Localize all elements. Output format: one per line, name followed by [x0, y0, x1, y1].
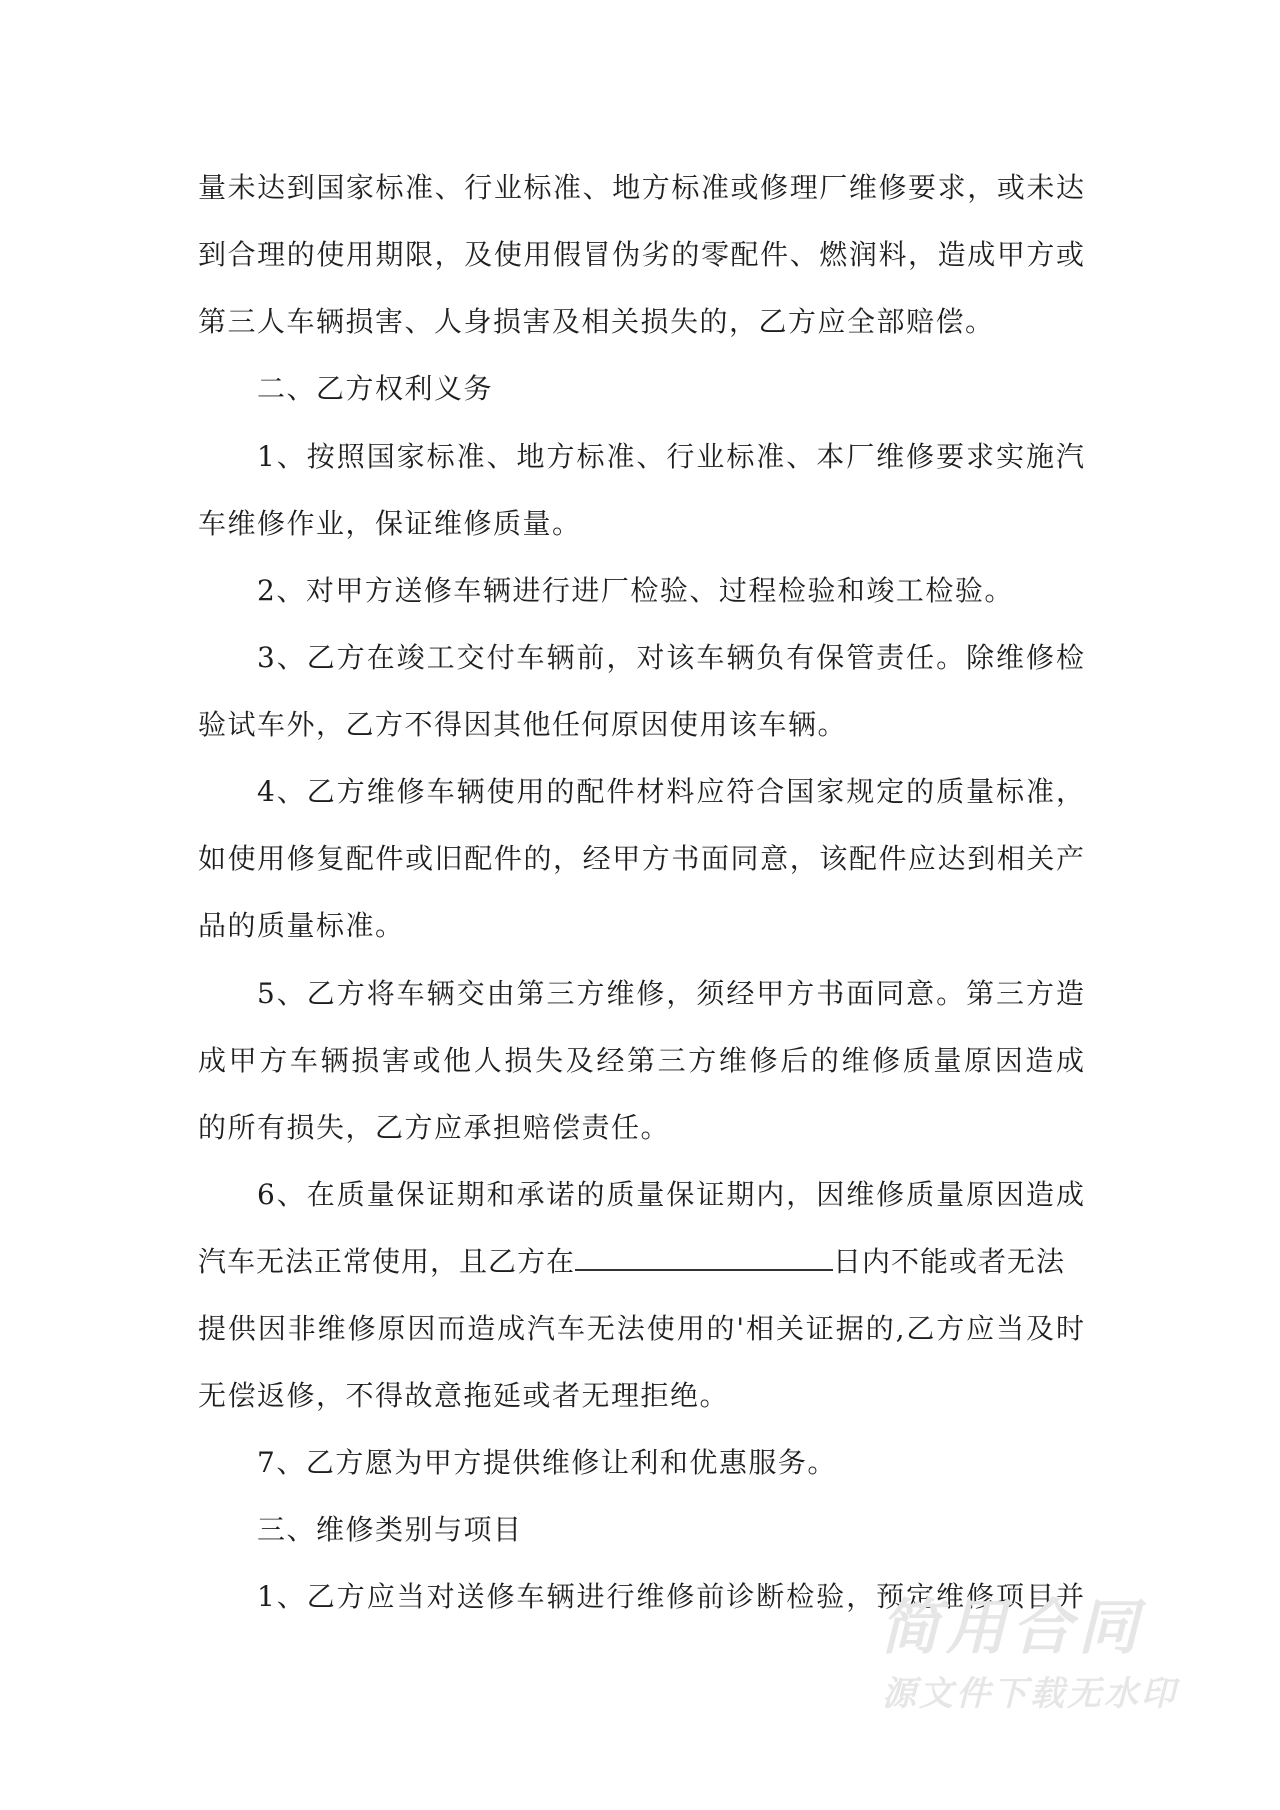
- paragraph-line: 品的质量标准。: [198, 909, 405, 942]
- section-heading-2: 二、乙方权利义务: [257, 372, 494, 405]
- paragraph-line: 的所有损失，乙方应承担赔偿责任。: [198, 1111, 671, 1144]
- paragraph-line: 提供因非维修原因而造成汽车无法使用的'相关证据的,乙方应当及时: [198, 1312, 1084, 1345]
- fill-in-blank-days[interactable]: [575, 1247, 833, 1271]
- clause-3-1: 1、乙方应当对送修车辆进行维修前诊断检验，预定维修项目并: [257, 1580, 1084, 1613]
- paragraph-line: 量未达到国家标准、行业标准、地方标准或修理厂维修要求，或未达: [198, 171, 1084, 204]
- paragraph-line: 第三人车辆损害、人身损害及相关损失的，乙方应全部赔偿。: [198, 305, 995, 338]
- paragraph-line: 到合理的使用期限，及使用假冒伪劣的零配件、燃润料，造成甲方或: [198, 238, 1084, 271]
- clause-4: 4、乙方维修车辆使用的配件材料应符合国家规定的质量标准，: [257, 775, 1084, 808]
- watermark-brand: 简用合同: [880, 1593, 1144, 1663]
- clause-3: 3、乙方在竣工交付车辆前，对该车辆负有保管责任。除维修检: [257, 641, 1084, 674]
- paragraph-line: 如使用修复配件或旧配件的，经甲方书面同意，该配件应达到相关产: [198, 842, 1084, 875]
- paragraph-line: 验试车外，乙方不得因其他任何原因使用该车辆。: [198, 708, 848, 741]
- paragraph-line: 车维修作业，保证维修质量。: [198, 507, 582, 540]
- clause-1: 1、按照国家标准、地方标准、行业标准、本厂维修要求实施汽: [257, 440, 1084, 473]
- clause-2: 2、对甲方送修车辆进行进厂检验、过程检验和竣工检验。: [257, 574, 1014, 607]
- paragraph-line-with-blank: [198, 1245, 1084, 1279]
- clause-7: 7、乙方愿为甲方提供维修让利和优惠服务。: [257, 1446, 837, 1479]
- section-heading-3: 三、维修类别与项目: [257, 1513, 523, 1546]
- paragraph-line: 无偿返修，不得故意拖延或者无理拒绝。: [198, 1379, 730, 1412]
- line-text-after-blank: 日内不能或者无法: [833, 1245, 1066, 1278]
- watermark-tagline: 源文件下载无水印: [882, 1674, 1178, 1714]
- line-text-before-blank: 汽车无法正常使用，且乙方在: [198, 1245, 576, 1278]
- clause-6: 6、在质量保证期和承诺的质量保证期内，因维修质量原因造成: [257, 1178, 1084, 1211]
- paragraph-line: 成甲方车辆损害或他人损失及经第三方维修后的维修质量原因造成: [198, 1044, 1084, 1077]
- clause-5: 5、乙方将车辆交由第三方维修，须经甲方书面同意。第三方造: [257, 977, 1084, 1010]
